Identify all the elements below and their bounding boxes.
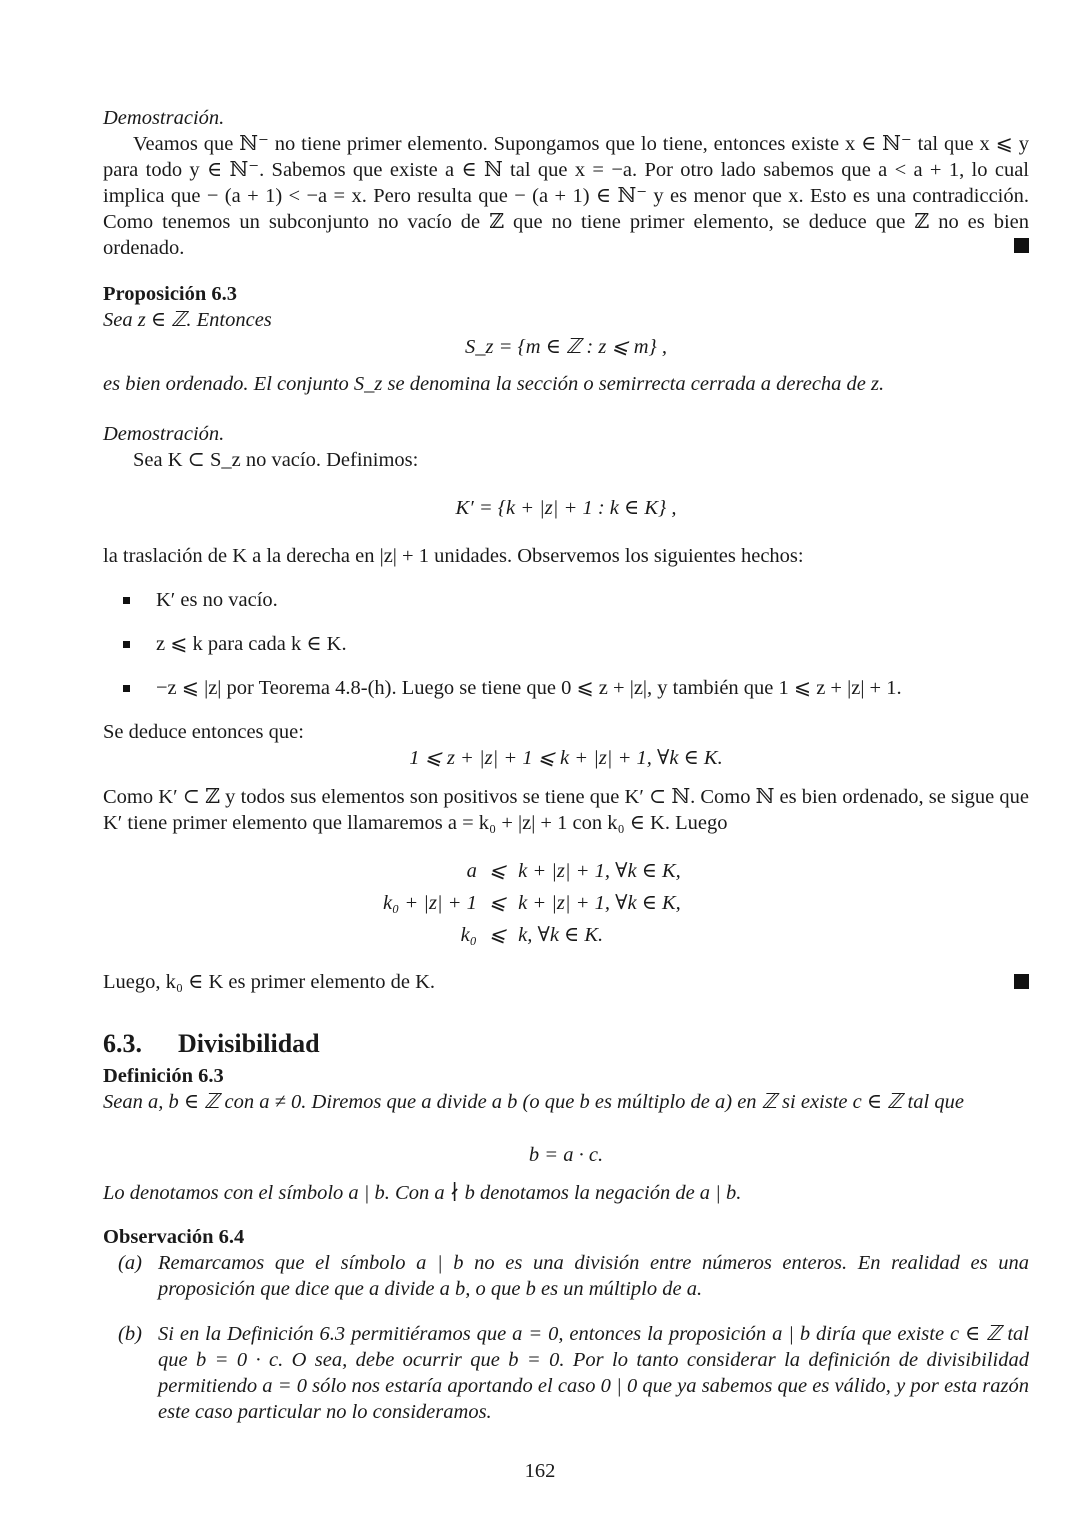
section-title: Divisibilidad [178,1029,320,1058]
aligned-equations: a ⩽ k + |z| + 1, ∀k ∈ K, k₀ + |z| + 1 ⩽ k + |z| + 1, ∀k ∈ K, k₀ ⩽ k, ∀k ∈ K. [383,860,681,946]
proposition-title: Proposición 6.3 [103,283,238,305]
proposition-intro: Sea z ∈ ℤ. Entonces [103,309,272,331]
page-number: 162 [524,1460,556,1482]
bullet-icon [123,685,130,692]
definition-equation: b = a · c. [528,1144,604,1166]
definition-note: Lo denotamos con el símbolo a | b. Con a ∤ b denotamos la negación de a | b. [103,1182,742,1204]
translation-equation: K′ = {k + |z| + 1 : k ∈ K} , [455,497,677,519]
inequality-equation: 1 ⩽ z + |z| + 1 ⩽ k + |z| + 1, ∀k ∈ K. [409,747,723,769]
observation-title: Observación 6.4 [103,1226,245,1248]
proof-intro: Sea K ⊂ S_z no vacío. Definimos: [133,449,419,471]
proposition-equation: S_z = {m ∈ ℤ : z ⩽ m} , [465,336,667,358]
bullet-icon [123,597,130,604]
proof-paragraph: Veamos que ℕ⁻ no tiene primer elemento. Supongamos que lo tiene, entonces existe x ∈ ℕ⁻ tal que x ⩽ y para todo y ∈ ℕ⁻. Sabemos que existe a ∈ ℕ tal que x = −a. Por otro lado sabemos que a < a + 1, lo cual implica que − (a + 1) < −a = x. Pero resulta que − (a + 1) ∈ ℕ⁻ y es menor que x. Esto es una contradicción. Como tenemos un subconjunto no vacío de ℤ que no tiene primer elemento, se deduce que ℤ no es bien ordenado. [103,133,1029,259]
proof-text: Se deduce entonces que: [103,721,304,743]
proof-label: Demostración. [103,423,225,445]
proof-paragraph: Como K′ ⊂ ℤ y todos sus elementos son positivos se tiene que K′ ⊂ ℕ. Como ℕ es bien ordenado, se sigue que K′ tiene primer elemento que llamaremos a = k₀ + |z| + 1 con k₀ ∈ K. Luego [103,786,1029,834]
qed-square-icon [1014,974,1029,989]
definition-text: Sean a, b ∈ ℤ con a ≠ 0. Diremos que a divide a b (o que b es múltiplo de a) en ℤ si existe c ∈ ℤ tal que [103,1091,964,1113]
proof-conclusion: Luego, k₀ ∈ K es primer elemento de K. [103,971,436,993]
definition-title: Definición 6.3 [103,1065,224,1087]
proof-label: Demostración. [103,107,225,129]
section-number: 6.3. [103,1029,142,1058]
proposition-text: es bien ordenado. El conjunto S_z se denomina la sección o semirrecta cerrada a derecha de z. [103,373,885,395]
bullet-icon [123,641,130,648]
qed-square-icon [1014,238,1029,253]
proof-text: la traslación de K a la derecha en |z| + 1 unidades. Observemos los siguientes hechos: [103,545,804,567]
section-heading [103,1028,1029,1060]
